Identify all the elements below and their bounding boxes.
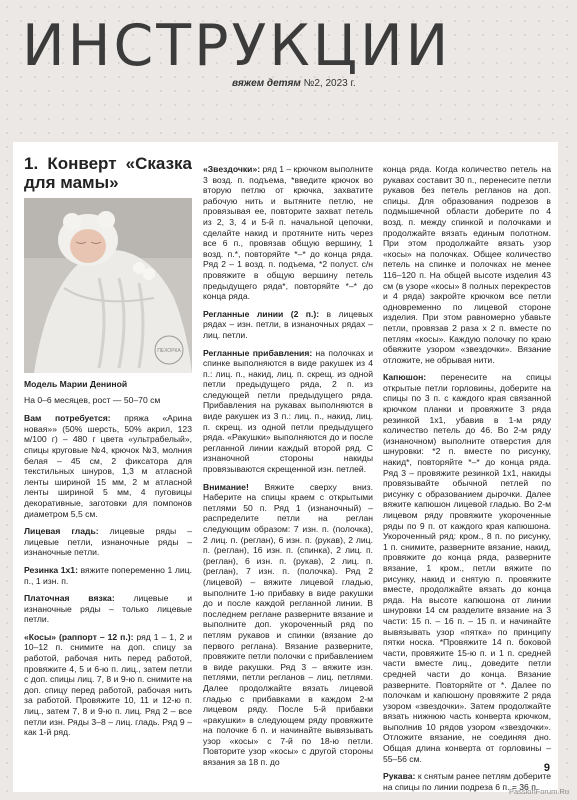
issue-label (232, 78, 356, 89)
paragraph-materials: Вам потребуется: пряжа «Арина новая»» (50% шерсть, 50% акрил, 123 м/100 г) – 480 г цвета «ультрабелый», спицы круговые №4, крючок №3, молния белая – 45 см, 2 фиксатора для текстильных шнуров, 1,3 м атласной ленты шириной 15 мм, 2 м атласной ленты шириной 5 мм, 4 пуговицы декоративные, заготовки для помпонов диаметром 5,5 см. (24, 413, 192, 519)
page-number: 9 (543, 762, 550, 774)
paragraph-stockinette: Лицевая гладь: лицевые ряды – лицевые петли, изнаночные ряды – изнаночные петли. (24, 526, 192, 558)
issue-number: №2, 2023 г. (300, 78, 356, 89)
paragraph-raglan-lines: Регланные линии (2 п.): в лицевых рядах – изн. петли, в изнаночных рядах – лиц. петли. (203, 308, 373, 340)
paragraph-cables: «Косы» (раппорт – 12 п.): ряд 1 – 1, 2 и 10–12 п. снимите на доп. спицу за работой, рабочая нить перед работой, провяжите 4, 5 и 6-ю п. лиц., затем петли с доп. спицы лиц. 7, 8 и 9-ю п. снимите на доп. спицу перед работой, рабочая нить за работой. Провяжите 10, 11 и 12-ю п. лиц., затем 7, 8 и 9-ю п. лиц. Ряд 2 – все петли изн. Ряды 3–8 – лиц. гладь. Ряд 9 – как 1-й ряд. (24, 631, 193, 738)
column-1 (24, 142, 192, 745)
paragraph-attention: Внимание! Вяжите сверху вниз. Наберите на спицы краем с открытыми петлями 50 п. Ряд 1 (изнаночный) – распределите петли на реглан следующим образом: 7 изн. п. (полочка), 2 лиц. п. (реглан), 6 изн. п. (рукав), 2 лиц. п. (реглан), 16 изн. п. (спинка), 2 лиц. п. (реглан), 6 изн. п. (рукав), 2 лиц. п. (реглан), 7 изн. п. (полочка). Ряд 2 (лицевой) – вяжите лицевой гладью, выполните 1-ю прибавку в виде ракушки до и после каждой регланной линии. В последнем реглане разверните вязание и выполните доп. укороченный ряд по петлям рукавов и спинки (вязание до первого реглана). Вязание разверните, провяжите петли полочки с прибавлением в виде ракушки. Ряд 3 – вяжите изн. петлями, петли регланов – лиц. петлями. Далее продолжайте вязать лицевой гладью с прибавками в каждом 2-м лицевом ряду. После 5-й прибавки «ракушки» в следующем ряду провяжите на полочке 6 п. и начинайте вывязывать узор «косы» с 7-й по 18-ю петли. Повторите узор «косы» с другой стороны вязания за 18 п. до (203, 481, 373, 768)
column-3 (383, 164, 551, 799)
section-title: 1. Конверт «Сказка для мамы» (24, 154, 192, 192)
paragraph-garter: Платочная вязка: лицевые и изнаночные ряды – только лицевые петли. (24, 593, 192, 625)
page-title: ИНСТРУКЦИИ (22, 13, 452, 79)
paragraph-sleeves: Рукава: к снятым ранее петлям доберите на спицы по линии подреза 6 п. = 36 п. (383, 771, 551, 792)
paragraph-stars: «Звездочки»: ряд 1 – крючком выполните 3 возд. п. подъема, *введите крючок во вторую петлю от крючка, захватите рабочую нить и вытяните петлю, не провязывая ее, повторите захват петель из 2, 3, 4 и 5-й п. начальной цепочки, сделайте накид и протяните нить через все 6 п., провязав общую вершину, 1 возд. п.*, повторяйте *–* до конца ряда. Ряд 2 – 1 возд. п. подъема, *2 полуст. с/н провяжите в общую вершину петель предыдущего ряда*, повторяйте *–* до конца ряда. (203, 164, 373, 302)
svg-text:ПЕХОРКА: ПЕХОРКА (157, 348, 181, 354)
size-info: На 0–6 месяцев, рост — 50–70 см (24, 394, 161, 405)
paragraph-continuation: конца ряда. Когда количество петель на рукавах составит 30 п., перенесите петли рукавов без петель регланов на доп. спицы. Для образования подрезов в подмышечной области доберите по 4 возд. п. между спинкой и полочками и продолжайте вязать единым полотном. При этом продолжайте вязать узор «косы» на полочках. Общее количество петель на спинке и полочках не менее 116–120 п. На общей высоте изделия 43 см (в узоре «косы» 8 полных перекрестов и 4 ряда) закройте крючком все петли одновременно по лицевой стороне изделия. При этом равномерно убавьте петли, провязав 2 раза х 2 п. вместе по петлям «косы». Каждую полочку по краю обвяжите узором «звездочки». Вязание отложите, не обрывая нити. (383, 164, 551, 365)
paragraph-rib: Резинка 1х1: вяжите попеременно 1 лиц. п., 1 изн. п. (24, 564, 192, 586)
yarn-brand-logo (153, 334, 185, 366)
column-2 (203, 164, 373, 775)
photo-caption: Модель Марии Дениной (24, 379, 128, 389)
paragraph-raglan-increases: Регланные прибавления: на полочках и спинке выполняются в виде ракушек из 4 п.: лиц. п., накид, лиц. п. скрещ. из одной петли предыдущего ряда, 2 п. из следующей петли предыдущего ряда. Прибавления на рукавах выполняются в виде ракушек из 3 п.: лиц. п., накид, лиц. п. скрещ. из одной петли предыдущего ряда. «Ракушки» выполняются до и после регланной линии каждый второй ряд. С изнаночной стороны накиды провязываются скрещенной изн. петлей. (203, 347, 373, 475)
watermark: PassionForum.Ru (508, 787, 569, 796)
issue-magazine: вяжем детям (232, 78, 301, 89)
instructions-card (13, 142, 558, 792)
paragraph-hood: Капюшон: перенесите на спицы открытые петли горловины, доберите на спицы по 3 п. с каждого края связанной крючком планки и провяжите 3 ряда резинкой 1х1, убавив в 1-м ряду количество петель до 46. Во 2-м ряду (изнаночном) выполните отверстия для шнуровки: *2 п. вместе по рисунку, накид*, повторяйте *–* до конца ряда. Ряд 3 – провяжите резинкой 1х1, накиды провязывайте обычной петлей по рисунку с образованием дырочки. Далее вяжите капюшон лицевой гладью. Во 2-м лицевом ряду провяжите укороченные ряды по 9 п. от каждого края капюшона. Укороченный ряд: кром., 8 п. по рисунку, 1 п. снимите, разверните вязание, накид, провяжите до конца ряда, разверните вязание, 1 кром., петли вяжите по рисунку, накид и снятую п. провяжите вместе, продолжайте вязать до конца ряда. На высоте капюшона от линии шнуровки 14 см разделите вязание на 3 части: 15 п. – 16 п. – 15 п. и начинайте вывязывать узор «пятка» по принципу пятки носка. *Провяжите 14 п. боковой части, провяжите 15-ю п. и 1 п. средней части вместе лиц., доведите петли средней части до конца. Вязание разверните. Повторяйте от *. Далее по полочкам и капюшону провяжите 2 ряда узором «звездочки». Затем продолжайте вязать нижнюю часть конверта крючком, выполнив 10 рядов узором «звездочки». Отложите вязание, не соединяя дно. Общая длина конверта от горловины – 55–56 см. (383, 372, 551, 764)
